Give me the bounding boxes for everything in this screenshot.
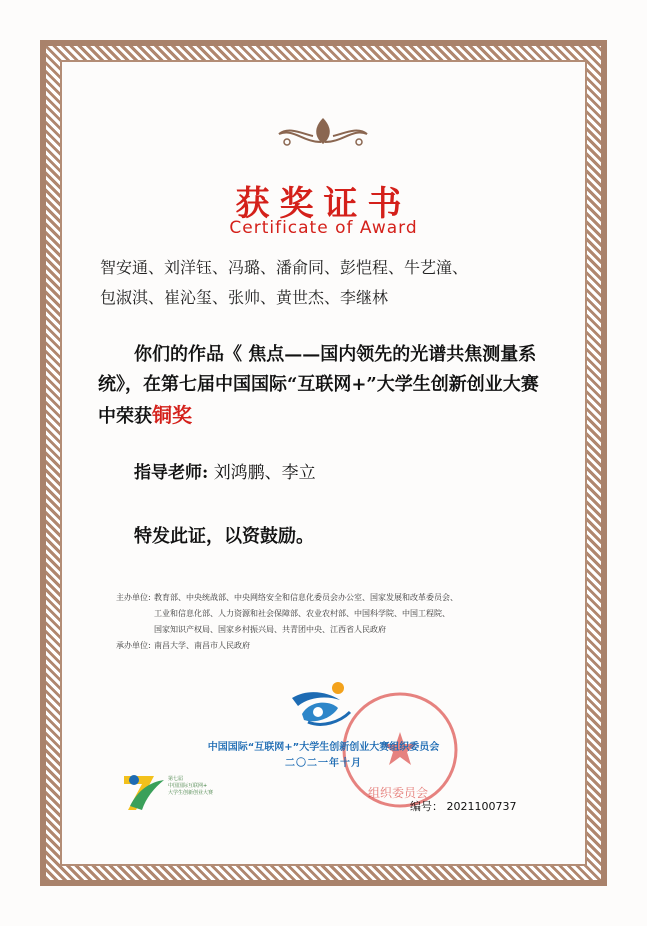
closing-statement: 特发此证，以资鼓励。 [134, 526, 314, 547]
advisor-line [134, 458, 316, 483]
sponsor-line: 教育部、中央统战部、中央网络安全和信息化委员会办公室、国家发展和改革委员会、 [154, 593, 458, 602]
statement-text: 你们的作品《 焦点——国内领先的光谱共焦测量系统》，在第七届中国国际“互联网+”大学生创新创业大赛中荣获 [98, 344, 539, 427]
organizer-text: 南昌大学、南昌市人民政府 [154, 641, 250, 650]
certificate-number [410, 798, 517, 814]
award-statement [98, 340, 550, 432]
sponsor-line: 国家知识产权局、国家乡村振兴局、共青团中央、江西省人民政府 [154, 625, 386, 634]
committee-name: 中国国际“互联网+”大学生创新创业大赛组织委员会 [207, 742, 440, 753]
event-logo-line: 中国国际互联网+ [168, 783, 208, 789]
sponsor-label: 主办单位: [116, 593, 151, 602]
certificate-title-en: Certificate of Award [229, 218, 418, 238]
event-logo-icon [120, 770, 166, 812]
issue-date: 二〇二一年十月 [285, 758, 362, 769]
recipient-names [100, 253, 540, 313]
number-value: 2021100737 [446, 800, 517, 813]
event-logo-line: 第七届 [168, 776, 184, 782]
names-line: 包淑淇、崔沁玺、张帅、黄世杰、李继林 [100, 288, 389, 307]
sponsor-line: 工业和信息化部、人力资源和社会保障部、农业农村部、中国科学院、中国工程院、 [154, 609, 450, 618]
number-label: 编号： [410, 800, 443, 813]
advisor-names: 刘鸿鹏、李立 [213, 463, 316, 483]
organizer-label: 承办单位: [116, 641, 151, 650]
names-line: 智安通、刘洋钰、冯璐、潘俞同、彭恺程、牛艺潼、 [100, 258, 469, 277]
sponsors-block [116, 590, 536, 654]
advisor-label: 指导老师: [134, 463, 209, 483]
ornament-icon [273, 112, 373, 152]
seal-text: 组织委员会 [368, 786, 429, 800]
certificate-title: 获奖证书 [235, 184, 412, 224]
event-logo-line: 大学生创新创业大赛 [168, 790, 214, 796]
event-logo-text [168, 776, 268, 797]
award-level: 铜奖 [152, 403, 192, 427]
